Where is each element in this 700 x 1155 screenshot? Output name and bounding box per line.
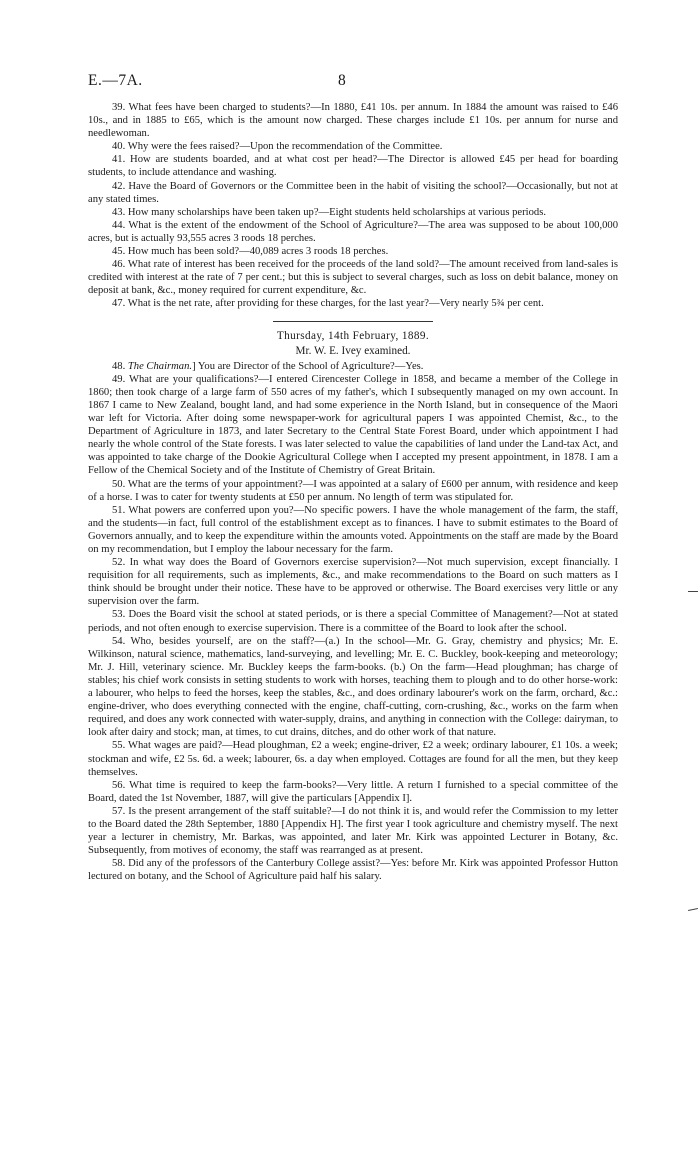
question-49: 49. What are your qualifications?—I entered Cirencester College in 1858, and became a member of the College in 1860; then took charge of a large farm of 550 acres of my father's, which I subsequently managed on my own account. In 1867 I came to New Zealand, bought land, and had some experience in the North Island, but in consequence of the Maori war left for Victoria. After doing some newspaper-work for agricultural papers I was appointed Chemist, &c., to the Department of Agriculture in 1873, and later Secretary to the Central State Forest Board, under which appointment I had nearly the whole control of the State forests. I was later selected to value the capabilities of land under the Land-tax Act, and was appointed to take charge of the Dookie Agricultural College when I accepted my present appointment, in 1878. I am a Fellow of the Chemical Society and of the Institute of Chemistry of Great Britain. bbox=[88, 373, 618, 477]
page-reference: E.—7A. bbox=[88, 72, 143, 89]
document-body bbox=[88, 101, 618, 883]
question-54: 54. Who, besides yourself, are on the staff?—(a.) In the school—Mr. G. Gray, chemistry and physics; Mr. E. Wilkinson, natural science, mathematics, land-surveying, and levelling; Mr. E. C. Buckley, book-keeping and meteorology; Mr. J. Hill, veterinary science. Mr. Buckley keeps the farm-books. (b.) On the farm—Head ploughman; has charge of stables; his chief work consists in setting students to work with horses, teaching them to plough and to do other horse-work: a labourer, who helps to feed the horses, keep the stables, &c., and does ordinary labourer's work on the farm, orchard, &c.: engine-driver, who does everything connected with the engine, chaff-cutting, corn-crushing, &c., works on the farm when required, and does any work connected with water-supply, drains, and anything in connection with the College: dairyman, to look after dairy and stock; man, at times, to cut drains, ditches, and do other work of that nature. bbox=[88, 635, 618, 739]
question-51: 51. What powers are conferred upon you?—No specific powers. I have the whole management of the farm, the staff, and the students—in fact, full control of the establishment except as to finances. I have to submit estimates to the Board of Governors annually, and to keep the expenditure within the amounts voted. Appointments on the staff are made by the Board on my recommendation, but I employ the labour necessary for the farm. bbox=[88, 504, 618, 555]
question-56: 56. What time is required to keep the farm-books?—Very little. A return I furnished to a special committee of the Board, dated the 1st November, 1887, will give the particulars [Appendix I]. bbox=[88, 779, 618, 804]
question-58: 58. Did any of the professors of the Canterbury College assist?—Yes: before Mr. Kirk was appointed Professor Hutton lectured on botany, and the School of Agriculture paid half his salary. bbox=[88, 858, 618, 883]
page-header bbox=[88, 72, 618, 90]
page-number: 8 bbox=[338, 72, 346, 89]
question-44: 44. What is the extent of the endowment of the School of Agriculture?—The area was supposed to be about 100,000 acres, but is actually 93,555 acres 3 roods 18 perches. bbox=[88, 219, 618, 244]
witness-line: Mr. W. E. Ivey examined. bbox=[295, 344, 411, 357]
question-39: 39. What fees have been charged to students?—In 1880, £41 10s. per annum. In 1884 the amount was raised to £46 10s., and in 1885 to £65, which is the amount now charged. These charges include £1 10s. per annum for nurse and needlewoman. bbox=[88, 102, 618, 140]
question-52: 52. In what way does the Board of Governors exercise supervision?—Not much supervision, except financially. I requisition for all requirements, such as implements, &c., and make recommendations to the Board on such matters as I think should be brought under their notice. These have to be approved or otherwise. The Board exercises very little or any supervision over the farm. bbox=[88, 557, 618, 608]
section-divider bbox=[273, 321, 433, 322]
question-48: 48. The Chairman.] You are Director of the School of Agriculture?—Yes. bbox=[112, 360, 424, 372]
session-date: Thursday, 14th February, 1889. bbox=[276, 329, 430, 342]
question-47: 47. What is the net rate, after providing for these charges, for the last year?—Very nearly 5¾ per cent. bbox=[112, 298, 544, 310]
question-43: 43. How many scholarships have been taken up?—Eight students held scholarships at various periods. bbox=[112, 206, 546, 218]
question-41: 41. How are students boarded, and at what cost per head?—The Director is allowed £45 per head for boarding students, to include attendance and washing. bbox=[88, 154, 618, 179]
question-55: 55. What wages are paid?—Head ploughman, £2 a week; engine-driver, £2 a week; ordinary labourer, £1 10s. a week; stockman and wife, £2 5s. 6d. a week; labourer, 6s. a day when employed. Cottages are found for all the men, but they keep themselves. bbox=[88, 740, 618, 778]
speaker-name: The Chairman. bbox=[127, 360, 193, 372]
question-50: 50. What are the terms of your appointment?—I was appointed at a salary of £600 per annum, with residence and keep of a horse. I was to cater for twenty students at £50 per annum. No length of term was stipulated for. bbox=[88, 478, 618, 503]
margin-mark bbox=[688, 908, 698, 911]
question-48-text: ] You are Director of the School of Agriculture?—Yes. bbox=[192, 360, 424, 372]
question-42: 42. Have the Board of Governors or the Committee been in the habit of visiting the school?—Occasionally, but not at any stated times. bbox=[88, 180, 618, 205]
question-40: 40. Why were the fees raised?—Upon the recommendation of the Committee. bbox=[112, 141, 443, 153]
question-53: 53. Does the Board visit the school at stated periods, or is there a special Committee of Management?—Not at stated periods, and not often enough to exercise supervision. There is a committee of the Board to look after the school. bbox=[88, 609, 618, 634]
margin-mark bbox=[688, 591, 698, 592]
question-57: 57. Is the present arrangement of the staff suitable?—I do not think it is, and would refer the Commission to my letter to the Board dated the 28th September, 1880 [Appendix H]. The first year I took agriculture and chemistry myself. The next year a lecturer in chemistry, Mr. Barkas, was appointed, and later Mr. Kirk was appointed Lecturer in Botany, &c. Subsequently, from motives of economy, the staff was rearranged as at present. bbox=[88, 805, 618, 857]
question-45: 45. How much has been sold?—40,089 acres 3 roods 18 perches. bbox=[112, 246, 389, 258]
question-46: 46. What rate of interest has been received for the proceeds of the land sold?—The amount received from land-sales is credited with interest at the rate of 7 per cent.; but this is subject to several charges, such as loss on debit balance, money on deposit at bank, &c., money required for current expenditure, &c. bbox=[88, 259, 618, 297]
